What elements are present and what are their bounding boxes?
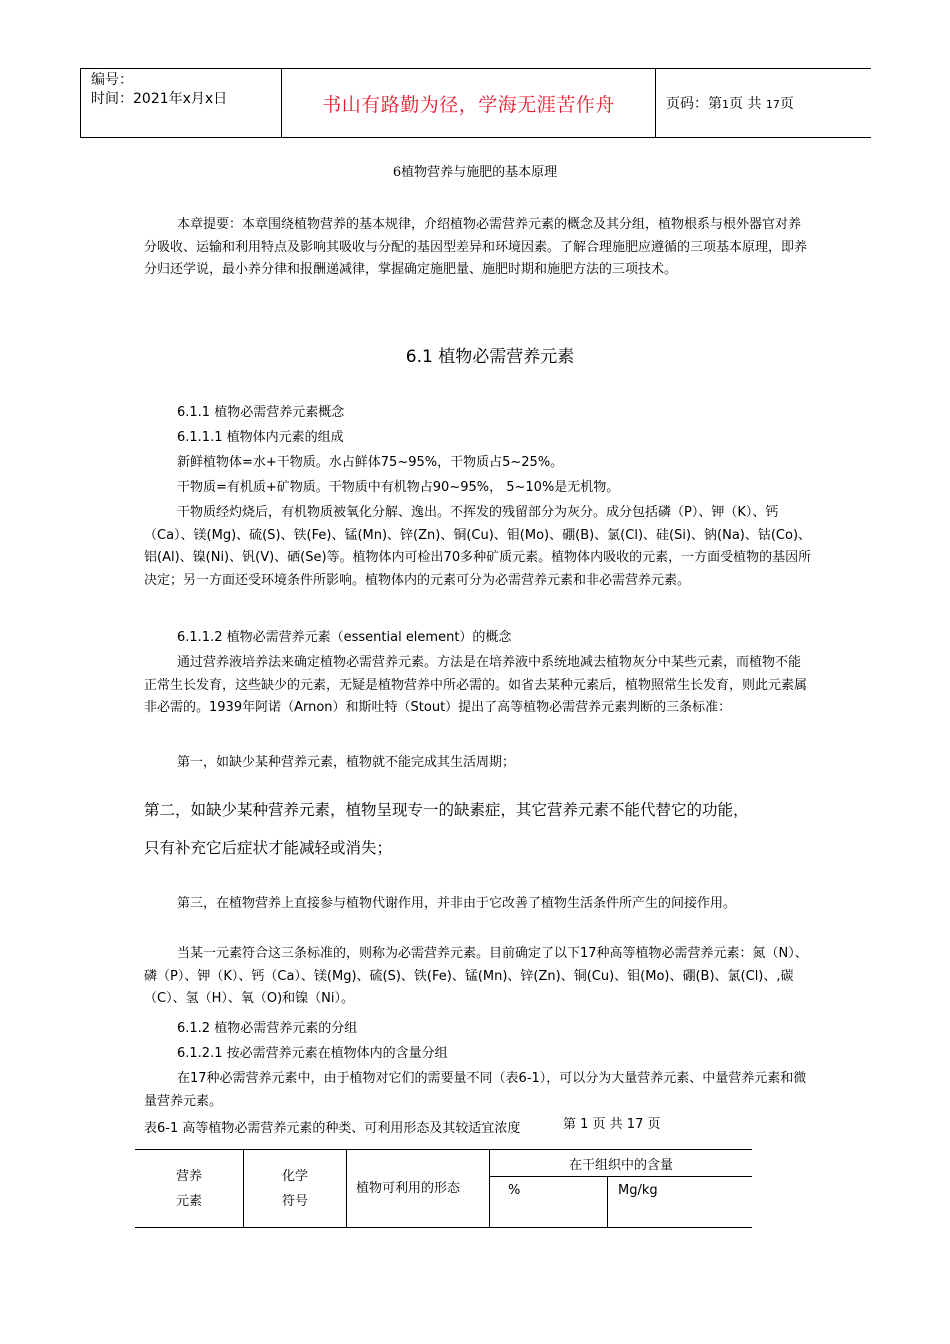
table-caption: 表6-1 高等植物必需营养元素的种类、可利用形态及其较适宜浓度 [144,1121,521,1136]
abstract-paragraph: 本章提要：本章围绕植物营养的基本规律，介绍植物必需营养元素的概念及其分组，植物根系与根外器官对养分吸收、运输和利用特点及影响其吸收与分配的基因型差异和环境因素。了解合理施肥应遵循的三项基本原理，即养分归还学说，最小养分律和报酬递减律，掌握确定施肥量、施肥时期和施肥方法的三项技术。 [144,217,808,277]
header-info-cell [81,69,282,137]
page-footer: 第 1 页 共 17 页 [563,1117,661,1132]
col-chemical-symbol [244,1150,347,1228]
heading-6-1-1-1: 6.1.1.1 植物体内元素的组成 [177,430,344,445]
col-available-form: 植物可利用的形态 [347,1150,490,1228]
heading-6-1-1: 6.1.1 植物必需营养元素概念 [177,405,345,420]
motto-cell [282,69,656,137]
heading-6-1-1-2: 6.1.1.2 植物必需营养元素（essential element）的概念 [177,630,512,645]
page-suffix: 页 [779,96,794,112]
page-cell [656,69,871,137]
heading-6-1-2-1: 6.1.2.1 按必需营养元素在植物体内的含量分组 [177,1046,448,1061]
col-dry-tissue-content: 在干组织中的含量 [490,1150,753,1177]
method-paragraph: 通过营养液培养法来确定植物必需营养元素。方法是在培养液中系统地减去植物灰分中某些元素，而植物不能正常生长发育，这些缺少的元素，无疑是植物营养中所必需的。如省去某种元素后，植物照常生长发育，则此元素属非必需的。1939年阿诺（Arnon）和斯吐特（Stout）提出了高等植物必需营养元素判断的三条标准： [144,655,808,715]
col-symbol-line-2: 符号 [281,1193,308,1209]
page-prefix: 页码：第 [666,96,722,112]
page-total: 17 [765,98,780,111]
col-mg-per-kg: Mg/kg [608,1177,753,1228]
section-title: 6.1 植物必需营养元素 [405,347,575,367]
criterion-second-line-2: 只有补充它后症状才能减轻或消失； [144,839,393,857]
page-indicator [656,93,794,113]
date-label: 时间：2021年x月x日 [91,91,228,107]
seventeen-elements-paragraph: 当某一元素符合这三条标准的，则称为必需营养元素。目前确定了以下17种高等植物必需营养元素：氮（N）、磷（P）、钾（K）、钙（Ca）、镁(Mg)、硫(S)、铁(Fe)、锰(Mn)、锌(Zn)、铜(Cu)、钼(Mo)、硼(B)、氯(Cl)、,碳（C）、氢（H）、氧（O)和镍（Ni）。 [144,946,808,1006]
col-percent: % [490,1177,608,1228]
motto: 书山有路勤为径，学海无涯苦作舟 [322,93,615,116]
groups-paragraph: 在17种必需营养元素中，由于植物对它们的需要量不同（表6-1），可以分为大量营养元素、中量营养元素和微量营养元素。 [144,1071,807,1109]
col-nutrient-line-1: 营养 [175,1168,202,1184]
col-symbol-line-1: 化学 [281,1168,308,1184]
ash-paragraph: 干物质经灼烧后，有机物质被氧化分解、逸出。不挥发的残留部分为灰分。成分包括磷（P）、钾（K）、钙（Ca）、镁(Mg)、硫(S)、铁(Fe)、锰(Mn)、锌(Zn)、铜(Cu)、钼(Mo)、硼(B)、氯(Cl)、硅(Si)、钠(Na)、钴(Co)、铝(Al)、镍(Ni)、钒(V)、硒(Se)等。植物体内可检出70多种矿质元素。植物体内吸收的元素，一方面受植物的基因所决定；另一方面还受环境条件所影响。植物体内的元素可分为必需营养元素和非必需营养元素。 [144,505,812,588]
header-table [80,68,871,138]
criterion-first: 第一，如缺少某种营养元素，植物就不能完成其生活周期； [177,755,516,770]
col-nutrient-element [135,1150,244,1228]
document-title: 6植物营养与施肥的基本原理 [392,165,558,180]
page-mid: 页 共 [729,96,762,112]
code-label: 编号： [91,72,133,88]
criterion-third: 第三，在植物营养上直接参与植物代谢作用，并非由于它改善了植物生活条件所产生的间接作用。 [177,896,737,911]
criterion-second-line-1: 第二，如缺少某种营养元素，植物呈现专一的缺素症，其它营养元素不能代替它的功能， [144,801,749,819]
nutrient-table [135,1149,752,1228]
col-nutrient-line-2: 元素 [175,1193,202,1209]
fresh-plant-line: 新鲜植物体=水+干物质。水占鲜体75~95%，干物质占5~25%。 [177,455,564,470]
dry-matter-line: 干物质=有机质+矿物质。干物质中有机物占90~95%， 5~10%是无机物。 [177,480,620,495]
heading-6-1-2: 6.1.2 植物必需营养元素的分组 [177,1021,358,1036]
page-number: 1 [722,98,729,111]
